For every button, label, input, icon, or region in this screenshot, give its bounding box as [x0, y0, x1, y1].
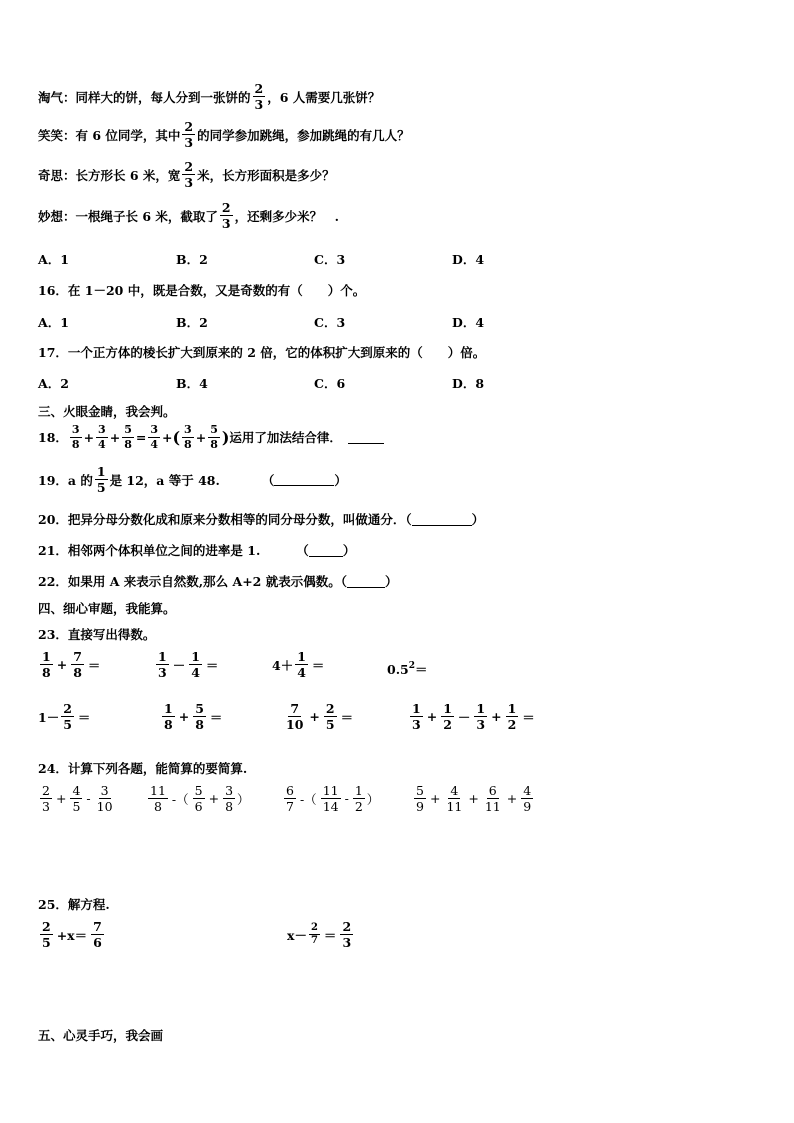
text: 妙想：一根绳子长 6 米，截取了 — [38, 208, 218, 224]
q25-equation-1: $\frac{2}{5}$ +x＝ $\frac{7}{6}$ — [42, 919, 102, 951]
text: 淘气：同样大的饼，每人分到一张饼的 — [38, 89, 251, 105]
paren: （ — [261, 472, 275, 488]
paren: ) — [221, 427, 230, 447]
q23-expr-4: 0.5 $^2$ ＝ — [387, 661, 428, 677]
q18 — [38, 424, 384, 450]
equals: = — [135, 429, 147, 445]
q16-option-d: D．4 — [452, 315, 485, 330]
fraction: $\frac{5}{8}$ — [124, 423, 132, 451]
fraction: $\frac{3}{4}$ — [98, 423, 106, 451]
text: 三、火眼金睛，我会判。 — [38, 404, 176, 419]
fraction: $\frac{2}{3}$ — [254, 81, 264, 113]
q20 — [38, 510, 484, 528]
fraction: $\frac{3}{4}$ — [150, 423, 158, 451]
paren: ( — [172, 427, 181, 447]
text: 四、细心审题，我能算。 — [38, 601, 176, 616]
q24-expr-1: $\frac{2}{3}$ + $\frac{4}{5}$ - $\frac{3}{10}$ — [42, 783, 113, 815]
q15-xiaoxiao — [38, 120, 410, 149]
q15-option-b: B．2 — [176, 252, 208, 267]
q23-expr-1: $\frac{1}{8}$ + $\frac{7}{8}$ ＝ — [42, 649, 101, 681]
text: 奇思：长方形长 6 米，宽 — [38, 167, 181, 183]
plus: + — [195, 429, 207, 445]
paren: ） — [334, 472, 347, 488]
q23-expr-2: $\frac{1}{3}$ － $\frac{1}{4}$ ＝ — [158, 649, 219, 681]
q17-text — [38, 343, 485, 361]
q23-expr-7: $\frac{7}{10}$ + $\frac{2}{5}$ ＝ — [286, 701, 354, 733]
text: 17．一个正方体的棱长扩大到原来的 2 倍，它的体积扩大到原来的（ ）倍。 — [38, 345, 486, 360]
q15-miaoxiang — [38, 201, 339, 230]
plus: + — [109, 429, 121, 445]
text: 的同学参加跳绳，参加跳绳的有几人？ — [197, 127, 410, 143]
paren: ） — [342, 543, 356, 558]
text: 是 12，a 等于 48. — [109, 472, 220, 488]
q23-expr-5: 1－ $\frac{2}{5}$ ＝ — [38, 701, 91, 733]
q23-expr-6: $\frac{1}{8}$ + $\frac{5}{8}$ ＝ — [164, 701, 223, 733]
q15-taoqi — [38, 82, 380, 111]
q24-title — [38, 759, 247, 777]
fraction: $\frac{2}{3}$ — [184, 119, 194, 151]
q17-option-c: C．6 — [314, 376, 346, 391]
answer-blank[interactable] — [274, 473, 334, 486]
q16-text — [38, 281, 365, 299]
answer-blank[interactable] — [412, 513, 472, 526]
q15-option-c: C．3 — [314, 252, 346, 267]
answer-blank[interactable] — [309, 544, 343, 557]
text: 笑笑：有 6 位同学，其中 — [38, 127, 181, 143]
text: 21．相邻两个体积单位之间的进率是 1. — [38, 543, 261, 558]
text: 16．在 1－20 中，既是合数，又是奇数的有（ ）个。 — [38, 283, 366, 298]
text: 20．把异分母分数化成和原来分数相等的同分母分数，叫做通分．（ — [38, 512, 412, 527]
section-5-heading — [38, 1026, 163, 1044]
q22 — [38, 572, 398, 590]
q21 — [38, 541, 355, 559]
q24-expr-2: $\frac{11}{8}$ -（ $\frac{5}{6}$ + $\frac{3}{8}$ ） — [150, 783, 250, 815]
fraction: $\frac{3}{8}$ — [71, 423, 80, 451]
q15-option-a: A．1 — [38, 252, 69, 267]
q16-option-a: A．1 — [38, 315, 69, 330]
text: 24．计算下列各题，能简算的要简算. — [38, 761, 248, 776]
q18-label: 18． — [38, 430, 68, 446]
text: 19．a 的 — [38, 472, 93, 488]
q24-expr-4: $\frac{5}{9}$ + $\frac{4}{11}$ + $\frac{6}{11}$ + $\frac{4}{9}$ — [416, 783, 532, 815]
q23-title — [38, 625, 155, 643]
text: 米，长方形面积是多少？ — [197, 167, 335, 183]
fraction: $\frac{1}{5}$ — [96, 464, 106, 496]
text: 五、心灵手巧，我会画 — [38, 1028, 164, 1043]
q25-equation-2: x－ $\frac{2}{7}$ ＝ $\frac{2}{3}$ — [287, 919, 352, 951]
q19 — [38, 465, 347, 494]
text: 25．解方程. — [38, 897, 110, 912]
fraction: $\frac{2}{3}$ — [221, 200, 231, 232]
fraction: $\frac{3}{8}$ — [184, 423, 192, 451]
plus: + — [161, 429, 173, 445]
q17-option-b: B．4 — [176, 376, 208, 391]
q16-option-b: B．2 — [176, 315, 208, 330]
q23-expr-3: 4＋ $\frac{1}{4}$ ＝ — [272, 649, 325, 681]
answer-blank[interactable] — [347, 575, 385, 588]
paren: ） — [384, 574, 398, 589]
fraction: $\frac{5}{8}$ — [210, 423, 218, 451]
text: 运用了加法结合律． — [229, 430, 342, 446]
fraction: $\frac{2}{3}$ — [184, 159, 194, 191]
answer-blank[interactable] — [348, 431, 384, 444]
q15-qisi — [38, 160, 335, 189]
q24-expr-3: $\frac{6}{7}$ -（ $\frac{11}{14}$ - $\frac{1}{2}$ ） — [286, 783, 380, 815]
q16-option-c: C．3 — [314, 315, 346, 330]
paren: ） — [471, 512, 485, 527]
section-3-heading — [38, 402, 176, 420]
section-4-heading — [38, 599, 176, 617]
text: ，还剩多少米？ . — [234, 208, 339, 224]
plus: + — [83, 429, 95, 445]
q17-option-a: A．2 — [38, 376, 69, 391]
q15-option-d: D．4 — [452, 252, 485, 267]
q17-option-d: D．8 — [452, 376, 485, 391]
paren: （ — [296, 543, 309, 558]
q25-title — [38, 895, 110, 913]
text: 22．如果用 A 来表示自然数,那么 A+2 就表示偶数。（ — [38, 574, 347, 589]
text: 23．直接写出得数。 — [38, 627, 156, 642]
q23-expr-8: $\frac{1}{3}$ + $\frac{1}{2}$ － $\frac{1}{3}$ + $\frac{1}{2}$ ＝ — [412, 701, 535, 733]
text: ，6 人需要几张饼？ — [267, 89, 381, 105]
